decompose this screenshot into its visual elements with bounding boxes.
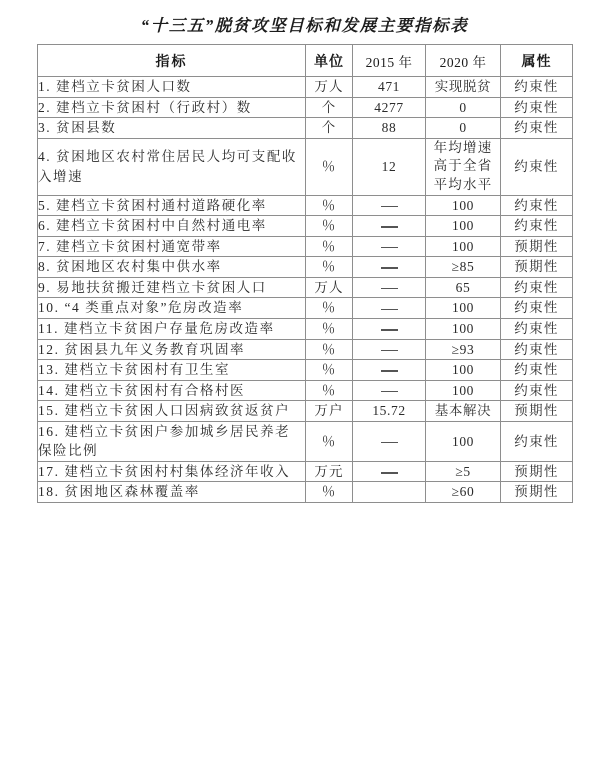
attribute-cell: 约束性 [501, 380, 573, 401]
table-row [38, 97, 573, 118]
indicator-name-cell: 5. 建档立卡贫困村通村道路硬化率 [38, 195, 306, 216]
attribute-cell: 预期性 [501, 401, 573, 422]
value-2015-cell [353, 216, 426, 237]
value-2020-cell: 100 [426, 216, 501, 237]
indicator-name-cell: 4. 贫困地区农村常住居民人均可支配收入增速 [38, 138, 306, 195]
value-2015-cell: 88 [353, 118, 426, 139]
unit-cell: ％ [306, 138, 353, 195]
table-header [38, 45, 573, 77]
table-row [38, 236, 573, 257]
unit-cell: ％ [306, 482, 353, 503]
value-2020-cell: 100 [426, 380, 501, 401]
indicator-name-cell: 2. 建档立卡贫困村（行政村）数 [38, 97, 306, 118]
value-2020-line: 平均水平 [433, 176, 493, 192]
value-2015-cell: 4277 [353, 97, 426, 118]
table-row [38, 360, 573, 381]
attribute-cell: 约束性 [501, 298, 573, 319]
table-row [38, 277, 573, 298]
unit-cell: ％ [306, 236, 353, 257]
column-header-indicator: 指标 [38, 45, 306, 77]
value-2015-cell: 12 [353, 138, 426, 195]
table-row [38, 298, 573, 319]
empty-value-dash-icon [381, 329, 398, 331]
value-2020-cell: 65 [426, 277, 501, 298]
value-2020-cell: 100 [426, 195, 501, 216]
column-header-year-2020: 2020 年 [426, 45, 501, 77]
indicator-name-cell: 3. 贫困县数 [38, 118, 306, 139]
empty-value-dash-icon [381, 226, 398, 228]
indicator-name-cell: 8. 贫困地区农村集中供水率 [38, 257, 306, 278]
unit-cell: ％ [306, 421, 353, 461]
indicator-name-cell: 16. 建档立卡贫困户参加城乡居民养老保险比例 [38, 421, 306, 461]
indicator-name-cell: 10. “4 类重点对象”危房改造率 [38, 298, 306, 319]
value-2020-cell: 基本解决 [426, 401, 501, 422]
value-2015-cell [353, 277, 426, 298]
attribute-cell: 约束性 [501, 421, 573, 461]
table-row [38, 339, 573, 360]
unit-cell: ％ [306, 257, 353, 278]
unit-cell: ％ [306, 216, 353, 237]
empty-value-dash-icon [381, 288, 398, 290]
indicator-table-container [37, 44, 572, 503]
indicator-name-cell: 14. 建档立卡贫困村有合格村医 [38, 380, 306, 401]
table-body [38, 77, 573, 503]
page-title: “十三五”脱贫攻坚目标和发展主要指标表 [140, 16, 469, 35]
value-2020-cell: 100 [426, 298, 501, 319]
indicator-name-cell: 9. 易地扶贫搬迁建档立卡贫困人口 [38, 277, 306, 298]
table-header-row [38, 45, 573, 77]
empty-value-dash-icon [381, 309, 398, 311]
attribute-cell: 约束性 [501, 339, 573, 360]
attribute-cell: 约束性 [501, 318, 573, 339]
table-row [38, 118, 573, 139]
attribute-cell: 约束性 [501, 97, 573, 118]
unit-cell: 个 [306, 118, 353, 139]
table-row [38, 482, 573, 503]
attribute-cell: 约束性 [501, 195, 573, 216]
attribute-cell: 约束性 [501, 77, 573, 98]
unit-cell: ％ [306, 318, 353, 339]
value-2020-cell: 0 [426, 97, 501, 118]
attribute-cell: 预期性 [501, 461, 573, 482]
indicator-name-cell: 11. 建档立卡贫困户存量危房改造率 [38, 318, 306, 339]
table-row [38, 421, 573, 461]
indicator-name-cell: 17. 建档立卡贫困村村集体经济年收入 [38, 461, 306, 482]
unit-cell: ％ [306, 360, 353, 381]
value-2015-cell [353, 298, 426, 319]
indicator-name-cell: 7. 建档立卡贫困村通宽带率 [38, 236, 306, 257]
value-2015-cell [353, 482, 426, 503]
indicator-name-cell: 18. 贫困地区森林覆盖率 [38, 482, 306, 503]
empty-value-dash-icon [381, 370, 398, 372]
value-2015-cell [353, 236, 426, 257]
value-2020-cell [426, 138, 501, 195]
value-2015-cell: 471 [353, 77, 426, 98]
unit-cell: 个 [306, 97, 353, 118]
empty-value-dash-icon [381, 206, 398, 208]
column-header-year-2015: 2015 年 [353, 45, 426, 77]
value-2015-cell [353, 318, 426, 339]
value-2015-cell [353, 195, 426, 216]
attribute-cell: 约束性 [501, 118, 573, 139]
empty-value-dash-icon [381, 472, 398, 474]
value-2015-cell: 15.72 [353, 401, 426, 422]
unit-cell: 万户 [306, 401, 353, 422]
empty-value-dash-icon [381, 442, 398, 444]
empty-value-dash-icon [381, 391, 398, 393]
unit-cell: ％ [306, 195, 353, 216]
value-2015-cell [353, 360, 426, 381]
value-2020-cell: ≥85 [426, 257, 501, 278]
table-row [38, 138, 573, 195]
column-header-attribute: 属性 [501, 45, 573, 77]
unit-cell: 万人 [306, 277, 353, 298]
indicator-name-cell: 12. 贫困县九年义务教育巩固率 [38, 339, 306, 360]
indicator-name-cell: 15. 建档立卡贫困人口因病致贫返贫户 [38, 401, 306, 422]
table-row [38, 77, 573, 98]
column-header-unit: 单位 [306, 45, 353, 77]
attribute-cell: 约束性 [501, 216, 573, 237]
indicator-table [37, 44, 573, 503]
value-2020-cell: 0 [426, 118, 501, 139]
table-row [38, 380, 573, 401]
empty-value-dash-icon [381, 247, 398, 249]
value-2015-cell [353, 461, 426, 482]
indicator-name-cell: 1. 建档立卡贫困人口数 [38, 77, 306, 98]
indicator-name-cell: 13. 建档立卡贫困村有卫生室 [38, 360, 306, 381]
empty-value-dash-icon [381, 350, 398, 352]
attribute-cell: 预期性 [501, 257, 573, 278]
value-2020-cell: 100 [426, 360, 501, 381]
value-2015-cell [353, 257, 426, 278]
unit-cell: ％ [306, 380, 353, 401]
table-row [38, 257, 573, 278]
value-2020-cell: 100 [426, 421, 501, 461]
value-2015-cell [353, 421, 426, 461]
attribute-cell: 预期性 [501, 482, 573, 503]
value-2015-cell [353, 339, 426, 360]
unit-cell: 万元 [306, 461, 353, 482]
indicator-name-cell: 6. 建档立卡贫困村中自然村通电率 [38, 216, 306, 237]
table-row [38, 216, 573, 237]
empty-value-dash-icon [381, 267, 398, 269]
unit-cell: ％ [306, 339, 353, 360]
attribute-cell: 约束性 [501, 138, 573, 195]
attribute-cell: 约束性 [501, 277, 573, 298]
value-2020-line: 年均增速 [433, 139, 493, 155]
value-2020-cell: 100 [426, 318, 501, 339]
attribute-cell: 预期性 [501, 236, 573, 257]
value-2020-cell: 实现脱贫 [426, 77, 501, 98]
value-2020-cell: ≥60 [426, 482, 501, 503]
value-2020-cell: 100 [426, 236, 501, 257]
table-row [38, 318, 573, 339]
unit-cell: ％ [306, 298, 353, 319]
unit-cell: 万人 [306, 77, 353, 98]
value-2020-cell: ≥93 [426, 339, 501, 360]
attribute-cell: 约束性 [501, 360, 573, 381]
table-row [38, 195, 573, 216]
value-2015-cell [353, 380, 426, 401]
table-row [38, 461, 573, 482]
value-2020-line: 高于全省 [433, 158, 493, 174]
value-2020-cell: ≥5 [426, 461, 501, 482]
table-row [38, 401, 573, 422]
